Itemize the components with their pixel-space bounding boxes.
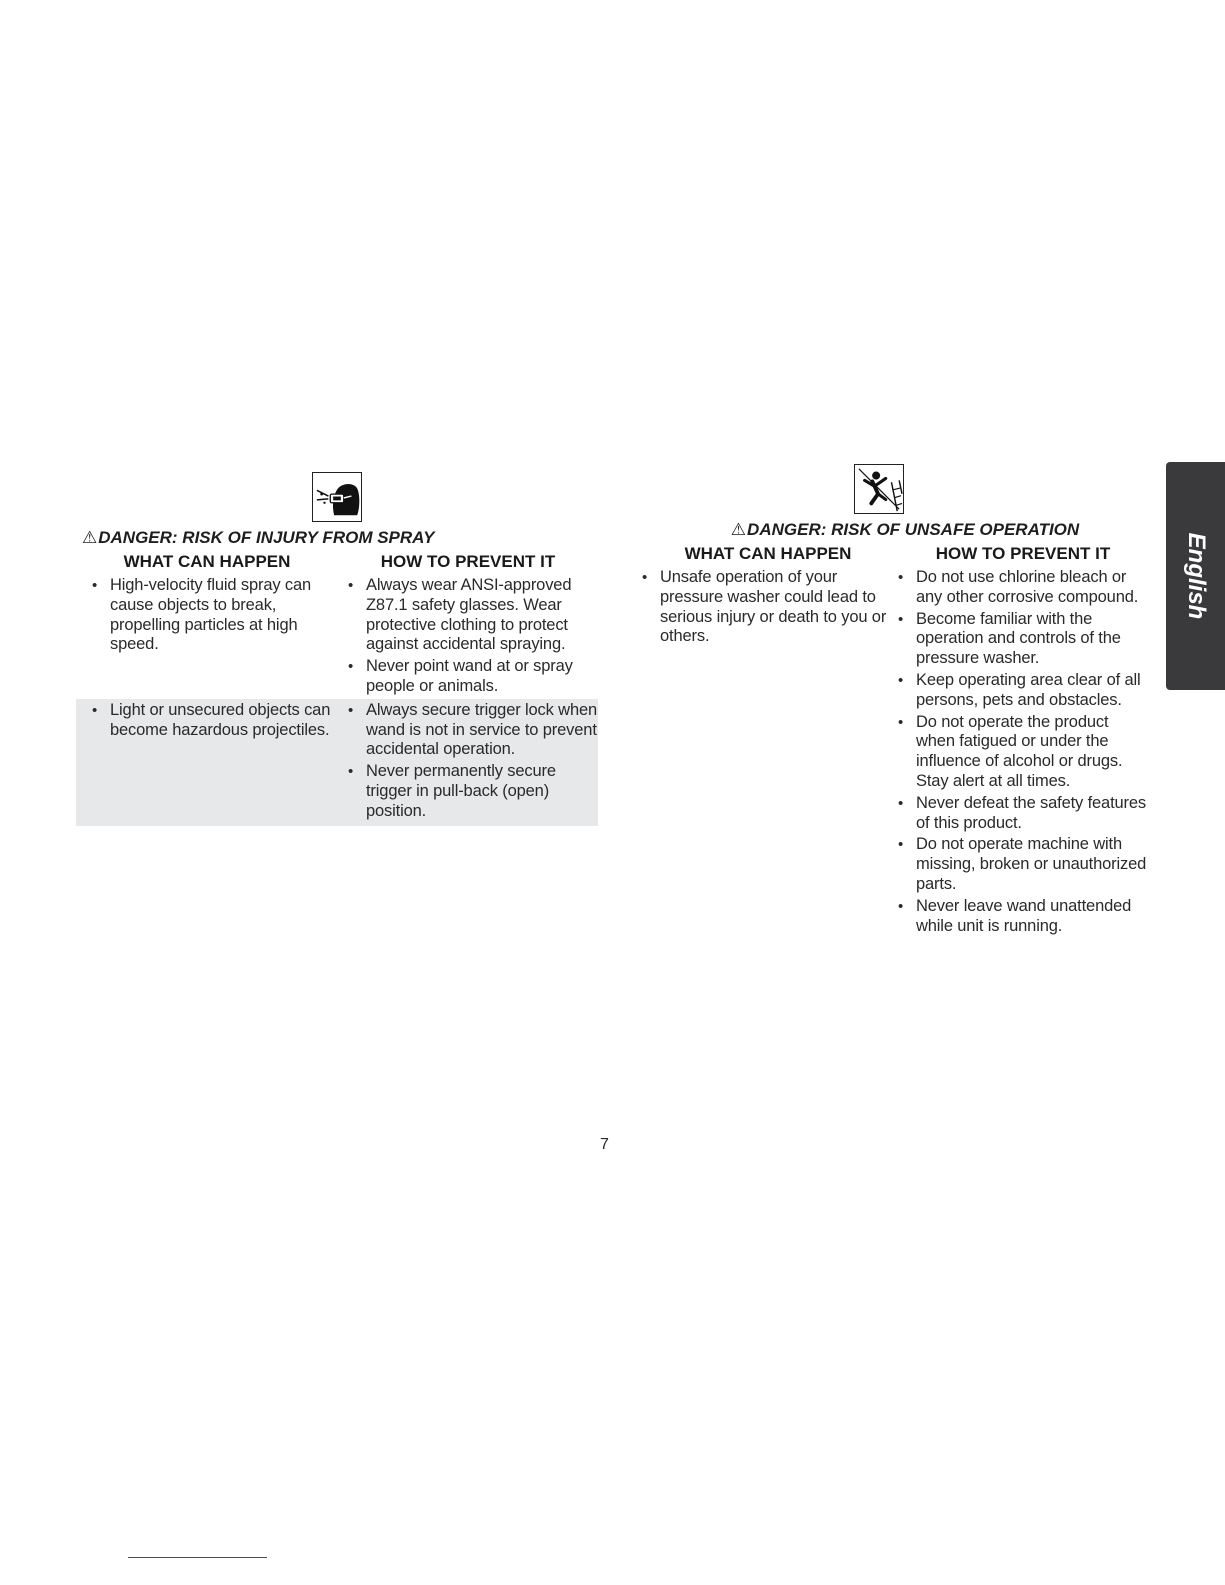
hazard-row <box>640 568 1150 938</box>
spray-injury-section <box>76 472 598 826</box>
footer-rule <box>128 1557 267 1558</box>
list-item: • Do not operate machine with missing, broken or unauthorized parts. <box>896 835 1150 894</box>
list-item: • Never permanently secure trigger in pull-back (open) position. <box>346 762 598 821</box>
what-can-happen-header: WHAT CAN HAPPEN <box>684 544 852 563</box>
hazard-row <box>76 576 598 699</box>
list-item: • Do not operate the product when fatigued or under the influence of alcohol or drugs. Stay alert at all times. <box>896 713 1150 792</box>
what-can-happen-cell <box>76 701 334 824</box>
danger-title <box>640 520 1150 540</box>
danger-title-text: DANGER: RISK OF UNSAFE OPERATION <box>747 520 1080 539</box>
how-to-prevent-cell <box>334 701 598 824</box>
column-headers <box>640 544 1150 564</box>
list-item: • Never leave wand unattended while unit is running. <box>896 897 1150 937</box>
danger-title <box>76 528 598 548</box>
how-to-prevent-cell <box>896 568 1150 938</box>
how-to-prevent-cell <box>334 576 598 699</box>
language-tab <box>1166 462 1225 690</box>
how-to-prevent-header: HOW TO PREVENT IT <box>935 544 1111 563</box>
list-item: • Light or unsecured objects can become hazardous projectiles. <box>90 701 334 741</box>
what-can-happen-cell <box>640 568 896 938</box>
safety-glasses-icon <box>312 472 362 522</box>
language-tab-label: English <box>1182 532 1210 620</box>
list-item: • Never point wand at or spray people or animals. <box>346 657 598 697</box>
danger-title-text: DANGER: RISK OF INJURY FROM SPRAY <box>98 528 435 547</box>
list-item: • Always wear ANSI-approved Z87.1 safety glasses. Wear protective clothing to protect against accidental spraying. <box>346 576 598 655</box>
column-headers <box>76 552 598 572</box>
list-item: • Keep operating area clear of all persons, pets and obstacles. <box>896 671 1150 711</box>
page-number: 7 <box>600 1136 609 1153</box>
warning-icon: ⚠ <box>82 528 98 547</box>
list-item: • Do not use chlorine bleach or any other corrosive compound. <box>896 568 1150 608</box>
list-item: • Always secure trigger lock when wand is not in service to prevent accidental operation. <box>346 701 598 760</box>
list-item: • High-velocity fluid spray can cause objects to break, propelling particles at high speed. <box>90 576 334 655</box>
unsafe-operation-section <box>640 464 1150 938</box>
what-can-happen-cell <box>76 576 334 699</box>
person-falling-icon <box>854 464 904 514</box>
warning-icon: ⚠ <box>730 520 747 539</box>
list-item: • Never defeat the safety features of this product. <box>896 794 1150 834</box>
what-can-happen-header: WHAT CAN HAPPEN <box>123 552 291 571</box>
list-item: • Become familiar with the operation and controls of the pressure washer. <box>896 610 1150 669</box>
how-to-prevent-header: HOW TO PREVENT IT <box>380 552 556 571</box>
list-item: • Unsafe operation of your pressure washer could lead to serious injury or death to you or others. <box>640 568 896 647</box>
hazard-row-shaded <box>76 699 598 826</box>
